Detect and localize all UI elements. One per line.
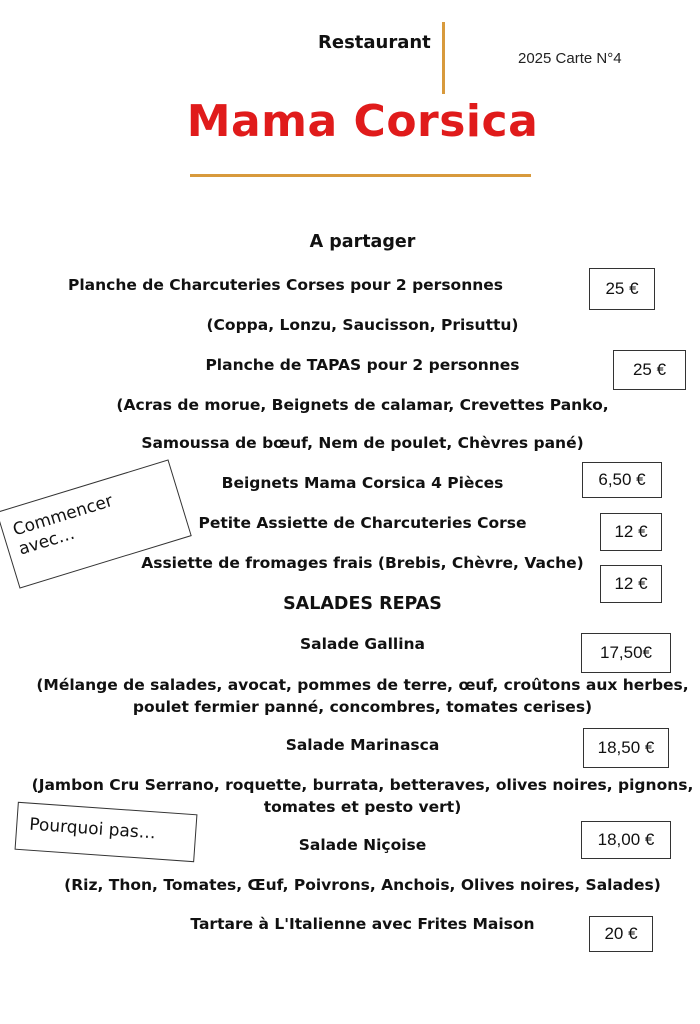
menu-item-name: Salade Marinasca — [285, 736, 440, 754]
note-commencer-avec: Commencer avec… — [0, 459, 192, 588]
menu-item-detail: (Acras de morue, Beignets de calamar, Crevettes Panko, — [116, 396, 609, 414]
menu-item-detail: tomates et pesto vert) — [263, 798, 462, 816]
menu-item-name: Assiette de fromages frais (Brebis, Chèvre, Vache) — [141, 554, 584, 572]
price-box: 18,00 € — [581, 821, 671, 859]
menu-item-name: Tartare à L'Italienne avec Frites Maison — [190, 915, 535, 933]
menu-item-name: Petite Assiette de Charcuteries Corse — [198, 514, 527, 532]
menu-item-detail: (Jambon Cru Serrano, roquette, burrata, betteraves, olives noires, pignons, — [31, 776, 694, 794]
menu-item-name: Planche de TAPAS pour 2 personnes — [205, 356, 520, 374]
menu-item-name: Planche de Charcuteries Corses pour 2 personnes — [67, 276, 503, 294]
menu-item-name: Beignets Mama Corsica 4 Pièces — [221, 474, 504, 492]
menu-item-detail: Samoussa de bœuf, Nem de poulet, Chèvres pané) — [141, 434, 584, 452]
price-box: 20 € — [589, 916, 653, 952]
restaurant-label: Restaurant — [318, 32, 431, 53]
section-heading-salades: SALADES REPAS — [283, 594, 442, 614]
menu-item-detail: (Mélange de salades, avocat, pommes de terre, œuf, croûtons aux herbes, — [36, 676, 689, 694]
price-box: 25 € — [589, 268, 655, 310]
price-box: 18,50 € — [583, 728, 669, 768]
price-box: 12 € — [600, 565, 662, 603]
menu-item-detail: (Coppa, Lonzu, Saucisson, Prisuttu) — [206, 316, 519, 334]
note-pourquoi-pas: Pourquoi pas… — [15, 802, 198, 862]
section-heading-partager: A partager — [309, 232, 416, 252]
price-box: 17,50€ — [581, 633, 671, 673]
header-vertical-divider — [442, 22, 445, 94]
menu-item-name: Salade Gallina — [299, 635, 425, 653]
price-box: 12 € — [600, 513, 662, 551]
menu-item-name: Salade Niçoise — [298, 836, 427, 854]
carte-number: 2025 Carte N°4 — [518, 50, 622, 67]
header-horizontal-divider — [190, 174, 531, 177]
price-box: 6,50 € — [582, 462, 662, 498]
menu-item-detail: poulet fermier panné, concombres, tomates cerises) — [132, 698, 593, 716]
price-box: 25 € — [613, 350, 686, 390]
menu-item-detail: (Riz, Thon, Tomates, Œuf, Poivrons, Anchois, Olives noires, Salades) — [64, 876, 661, 894]
restaurant-title: Mama Corsica — [186, 96, 539, 147]
